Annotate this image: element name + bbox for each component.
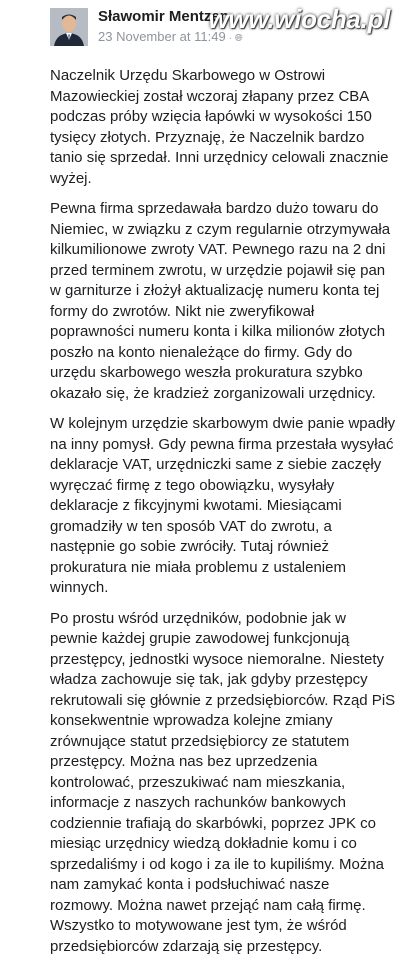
- author-name[interactable]: Sławomir Mentzen: [98, 8, 229, 25]
- profile-photo-icon: [50, 8, 88, 46]
- timestamp-text: 23 November at 11:49: [98, 29, 226, 44]
- avatar[interactable]: [50, 8, 88, 46]
- watermark: www.wiocha.pl: [209, 4, 391, 35]
- globe-icon: · 🌐︎: [229, 33, 243, 44]
- post-paragraph: Naczelnik Urzędu Skarbowego w Ostrowi Mazowieckiej został wczoraj złapany przez CBA podczas próby wzięcia łapówki w wysokości 150 tysięcy złotych. Przyznaję, że Naczelnik bardzo tanio się sprzedał. Inni urzędnicy celowali znacznie wyżej.: [50, 66, 396, 189]
- post-paragraph: Po prostu wśród urzędników, podobnie jak w pewnie każdej grupie zawodowej funkcjonują przestępcy, jednostki wysoce niemoralne. Niestety władza zachowuje się tak, jak gdyby przestępcy rekrutowali się głównie z przedsiębiorców. Rząd PiS konsekwentnie wprowadza kolejne zmiany zrównujące statut przedsiębiorcy ze statutem przestępcy. Można nas bez uprzedzenia kontrolować, przeszukiwać nam mieszkania, informacje z naszych rachunków bankowych codziennie trafiają do skarbówki, poprzez JPK co miesiąc urzędnicy wiedzą dokładnie komu i co sprzedaliśmy i od kogo i za ile to kupiliśmy. Można nam zamykać konta i podsłuchiwać nasze rozmowy. Można nawet przejąć nam całą firmę. Wszystko to motywowane jest tym, że wśród przedsiębiorców zdarzają się przestępcy.: [50, 609, 396, 957]
- post-header: [0, 0, 400, 64]
- post-paragraph: W kolejnym urzędzie skarbowym dwie panie wpadły na inny pomysł. Gdy pewna firma przestała wysyłać deklaracje VAT, urzędniczki same z siebie zaczęły wyręczać firmę z tego obowiązku, wysyłały deklaracje z fikcyjnymi kwotami. Miesiącami gromadziły w ten sposób VAT do zwrotu, a następnie go sobie zwróciły. Tutaj również prokuratura nie miała problemu z ustaleniem winnych.: [50, 414, 396, 599]
- post-body: [50, 66, 396, 900]
- post-paragraph: Pewna firma sprzedawała bardzo dużo towaru do Niemiec, w związku z czym regularnie otrzymywała kilkumilionowe zwroty VAT. Pewnego razu na 2 dni przed terminem zwrotu, w urzędzie pojawił się pan w garniturze i złożył aktualizację numeru konta tej formy do zwrotów. Nikt nie zweryfikował poprawności numeru konta i kilka milionów złotych poszło na konto nienależące do firmy. Gdy do urzędu skarbowego weszła prokuratura szybko okazało się, że kradzież zorganizowali urzędnicy.: [50, 199, 396, 404]
